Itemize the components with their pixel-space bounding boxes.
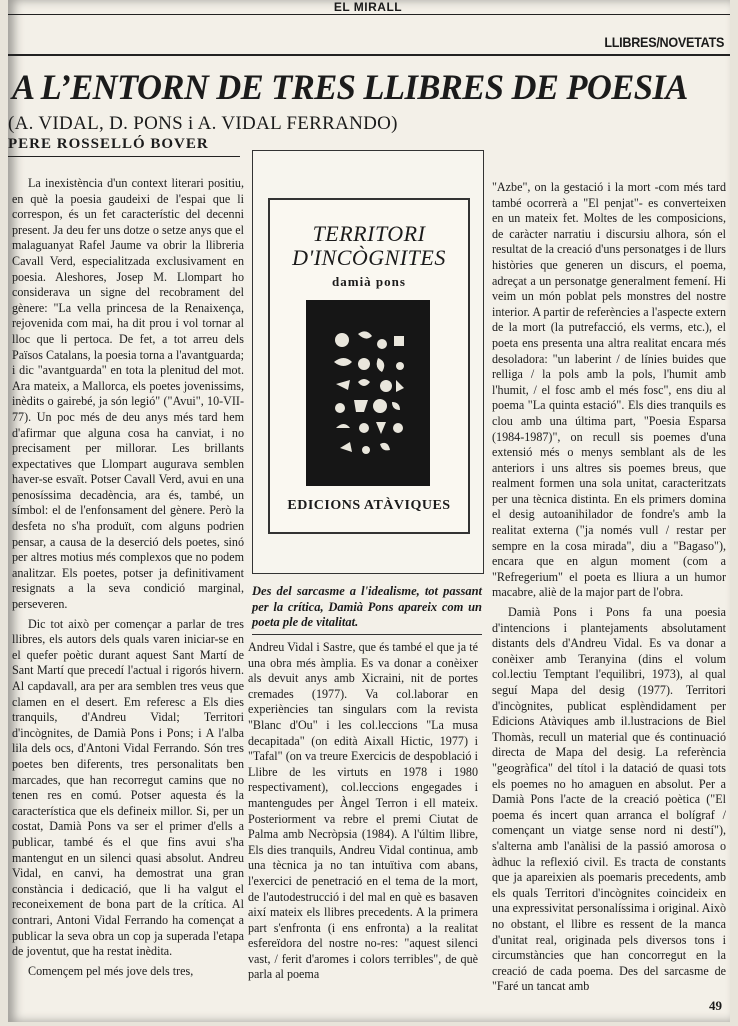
text-column-1 bbox=[12, 176, 244, 979]
text-column-3 bbox=[492, 180, 726, 995]
abstract-glyphs-illustration bbox=[306, 300, 430, 486]
book-cover-illustration bbox=[306, 300, 430, 486]
paragraph: Començem pel més jove dels tres, bbox=[28, 963, 194, 978]
book-cover-title bbox=[270, 222, 468, 270]
caption-rule bbox=[252, 634, 482, 635]
paragraph: Andreu Vidal i Sastre, que és també el que ja té una obra més àmplia. Es va donar a conèixer als devuit anys amb Xicraini, nit de portes cremades (1977). Va col.laborar en experiències tan singulars com la revista "Blanc d'Ou" i les col.leccions "La musa decapitada" (on edità Aixall Hictic, 1977) i "Tafal" (on va treure Exercicis de despoblació i Llibre de les virtuts en 1978 i 1980 respectivament), col.leccions engegades i mantengudes per Àngel Terron i ell mateix. Posteriorment va rebre el premi Ciutat de Palma amb Necròpsia (1984). A l'últim llibre, Els dies tranquils, Andreu Vidal continua, amb una tècnica ja no tan intuïtiva com abans, l'exercici de penetració en el tema de la mort, de l'autodestrucció i del mal en què es basaven així mateix els llibres precedents. A la primera part s'enfronta (i ens enfronta) a la realitat esfereïdora del nostre no-res: "aquest silenci vast, / ferit d'aromes i colors terribles", de què parla al poema bbox=[248, 640, 478, 982]
section-rule bbox=[8, 54, 730, 56]
magazine-page bbox=[8, 0, 730, 1022]
book-cover-image bbox=[268, 198, 470, 534]
book-cover-title-line: TERRITORI bbox=[312, 221, 426, 246]
paragraph: Damià Pons i Pons fa una poesia d'intencions i plantejaments absolutament distants dels d'Andreu Vidal. Es va donar a conèixer amb Teranyina (dins el volum col.lectiu Temptant l'equilibri, 1973), al qual seguí Mapa del desig (1977). Territori d'incògnites, publicat esplèndidament per Edicions Atàviques amb il.lustracions de Biel Thomàs, recull un material que és continuació directa de Mapa del desig. La referència "geogràfica" del títol i la datació de quasi tots els poemes no ho amaguen en absolut. Per a Damià Pons l'acte de la creació poètica ("El poema és incert quan arranca el bolígraf / començant un viatge sense nord ni destí"), s'alterna amb l'anàlisi de la passió amorosa o àdhuc la reflexió civil. Es tracta de constants que ja apareixien als poemaris precedents, amb els quals Territori d'incògnites coincideix en una expressivitat personalíssima i original. Això no obstant, el llibre es ressent de la manca d'unitat real, originada pels diversos tons i circumstàncies que han concorregut en la creació de cada poema. Des del sarcasme de "Faré un tancat amb bbox=[492, 605, 726, 994]
book-cover-title-line: D'INCÒGNITES bbox=[292, 245, 446, 270]
text-column-2 bbox=[248, 640, 478, 983]
book-cover-author: damià pons bbox=[332, 274, 406, 289]
paragraph: Dic tot això per començar a parlar de tres llibres, els autors dels quals varen iniciar-se en el quefer poètic durant aquest Sant Martí de Sant Martí que precedí l'actual i rigorós hivern. Al capdavall, ara per ara semblen tres veus que clamen en el desert. Em referesc a Els dies tranquils, d'Andreu Vidal; Territori d'incògnites, de Damià Pons i Pons; i A l'alba lila dels ocs, d'Antoni Vidal Ferrando. Són tres poetes ben diferents, tres personalitats ben marcades, que han recorregut camins que no tenen res en comú. Potser aquesta és la característica que els defineix millor. Si, per un costat, Damià Pons va ser el primer d'ells a publicar, també és el que fins avui s'ha mantengut en un silenci quasi absolut. Andreu Vidal, en canvi, ha demostrat una gran constància i dedicació, que li ha valgut el reconeixement de bona part de la crítica. Al contrari, Antoni Vidal Ferrando ha començat a publicar la seva obra un cop ja superada l'etapa de joventut, que ha restat inèdita. bbox=[12, 616, 244, 959]
top-rule bbox=[8, 14, 730, 15]
page-number: 49 bbox=[709, 998, 722, 1013]
section-label: LLIBRES/NOVETATS bbox=[604, 34, 724, 50]
article-headline: A L’ENTORN DE TRES LLIBRES DE POESIA bbox=[12, 67, 688, 107]
figure-caption: Des del sarcasme a l'idealisme, tot passant per la crítica, Damià Pons apareix com un poeta ple de vitalitat. bbox=[252, 584, 482, 629]
paragraph: "Azbe", on la gestació i la mort -com més tard també ocorrerà a "El penjat"- es converteixen en un mateix fet. Moltes de les composicions, de caràcter narratiu i discursiu alhora, són el resultat de la creació d'uns personatges i de llurs històries que generen un discurs, el poema, adreçat a un personatge generalment femení. Hi veim un món poblat pels monstres del nostre interior. A partir de referències a l'aspecte extern de la mort (la putrefacció, els verms, etc.), el poeta ens presenta una altra realitat encara més desoladora: "un laberint / de línies buides que relliga / la pols amb la pols, l'humit amb l'humit, / el fosc amb el més fosc", ens diu al poema "La quinta estació". Els dies tranquils es clou amb una última part, "Poesia Esparsa (1984-1987)", on recull sis poemes d'una extensió més o menys semblant als de les anteriors i uns altres sis poemes breus, que realment formen una sola unitat, caracteritzats per una tècnica distinta. En els primers domina el desig autoanihilador de fondre's amb la realitat externa ("ja només vull / restar per sempre en la cosa mirada", diu a "Bagaso"), encara que en algun moment (com a "Refregerium" el poeta es lliura a un humor macabre, aliè de la major part de l'obra. bbox=[492, 180, 726, 600]
book-cover-publisher: EDICIONS ATÀVIQUES bbox=[287, 498, 451, 513]
running-head: EL MIRALL bbox=[333, 0, 403, 14]
article-subhead: (A. VIDAL, D. PONS i A. VIDAL FERRANDO) bbox=[8, 113, 398, 134]
paragraph: La inexistència d'un context literari positiu, en què la poesia gaudeixi de l'espai que li correspon, és un fet característic del decenni present. Ja deu fer uns dotze o setze anys que el malaguanyat Rafel Jaume va obrir la llibreria Cavall Verd, especialitzada exclusivament en poesia. Aleshores, Josep M. Llompart ho considerava un signe del recobrament del gènere: "La vella princesa de la Renaixença, rejovenida com mai, ha dit prou i vol tornar al lloc que li pertoca. De fet, a tot arreu dels Països Catalans, la poesia torna a l'avantguarda; i dic "avantguarda" en tota la plenitud del mot. Ara mateix, a Mallorca, els poetes jovenissims, inèdits o gairebé, ja són legió" ("Avui", 10-VII-77). Un poc més de deu anys més tard hem d'afirmar que alguna cosa ha canviat, i no precisament per millorar. Les brillants expectatives que Llompart augurava semblen haver-se esvaït. Potser Cavall Verd, avui en una penosíssima decadència, ara és, també, un símbol: el de l'enfonsament del gènere. Però la desfeta no s'ha produït, com alguns podrien pensar, a causa de la deserció dels poetes, sinó per altres motius més complexos que no podem analitzar. Els poetes, potser ja definitivament resignats a la seva condició marginal, perseveren. bbox=[12, 176, 244, 612]
article-author: PERE ROSSELLÓ BOVER bbox=[8, 136, 209, 152]
author-rule bbox=[8, 156, 240, 157]
